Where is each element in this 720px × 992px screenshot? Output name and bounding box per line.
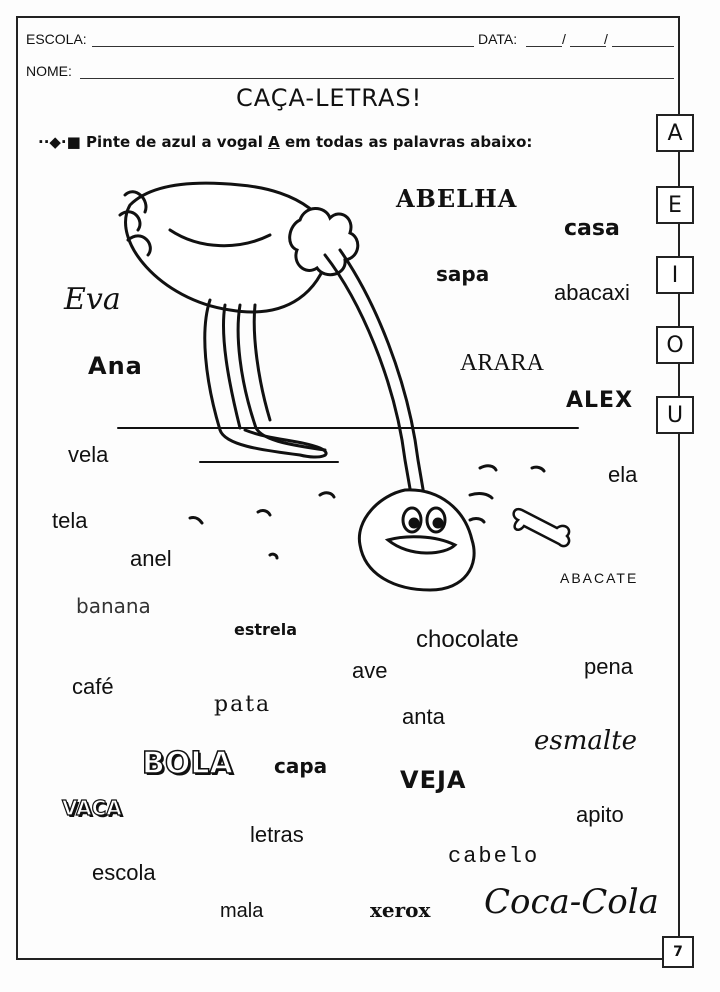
word-anta: anta <box>402 704 445 729</box>
word-banana: banana <box>76 594 151 618</box>
word-anel: anel <box>130 546 172 571</box>
word-apito: apito <box>576 802 624 827</box>
word-xerox: xerox <box>370 898 431 922</box>
word-pena: pena <box>584 654 633 679</box>
word-cabelo: cabelo <box>448 844 540 869</box>
date-slash: / <box>562 31 566 47</box>
word-arara: ARARA <box>460 350 545 376</box>
word-escola: escola <box>92 860 156 885</box>
word-pata: pata <box>214 692 272 717</box>
word-vela: vela <box>68 442 109 467</box>
bullet-icon: ··◆·■ <box>38 133 81 151</box>
escola-label: ESCOLA: <box>26 31 87 47</box>
vowel-box-e: E <box>656 186 694 224</box>
instruction-text-after: em todas as palavras abaixo: <box>279 133 533 151</box>
vowel-box-o: O <box>656 326 694 364</box>
word-casa: casa <box>564 216 620 241</box>
word-eva: Eva <box>64 282 121 317</box>
word-esmalte: esmalte <box>534 726 638 756</box>
vowel-box-u: U <box>656 396 694 434</box>
word-abacate: ABACATE <box>560 570 639 586</box>
word-ela: ela <box>608 462 638 487</box>
page-number: 7 <box>662 936 694 968</box>
word-estrela: estrela <box>234 620 298 639</box>
vowel-box-i: I <box>656 256 694 294</box>
page-title: CAÇA-LETRAS! <box>236 84 423 112</box>
word-cafe: café <box>72 674 114 699</box>
word-letras: letras <box>250 822 304 847</box>
instruction-vowel: A <box>268 133 280 151</box>
word-sapa: sapa <box>436 262 490 286</box>
vowel-box-a: A <box>656 114 694 152</box>
word-tela: tela <box>52 508 88 533</box>
word-mala: mala <box>220 900 264 922</box>
word-abacaxi: abacaxi <box>554 280 630 305</box>
word-vaca: VACA <box>62 796 122 820</box>
word-ana: Ana <box>88 352 143 380</box>
word-coca-cola: Coca-Cola <box>484 882 659 922</box>
data-label: DATA: <box>478 31 518 47</box>
nome-label: NOME: <box>26 63 72 79</box>
word-abelha: ABELHA <box>396 184 518 213</box>
word-veja: VEJA <box>400 766 467 794</box>
word-alex: ALEX <box>566 388 634 413</box>
word-bola: BOLA <box>142 746 233 781</box>
date-slash: / <box>604 31 608 47</box>
word-ave: ave <box>352 658 388 683</box>
word-capa: capa <box>274 754 328 778</box>
word-chocolate: chocolate <box>416 626 519 653</box>
instruction-text-before: Pinte de azul a vogal <box>86 133 269 151</box>
